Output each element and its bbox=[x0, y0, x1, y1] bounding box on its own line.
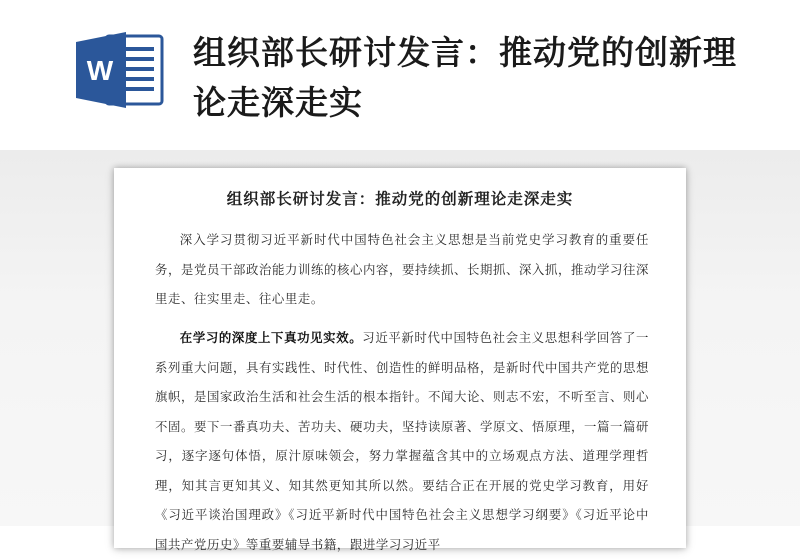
paragraph-1 bbox=[155, 225, 649, 314]
paragraph-2 bbox=[155, 323, 649, 559]
banner-title: 组织部长研讨发言：推动党的创新理论走深走实 bbox=[193, 33, 737, 122]
document-title: 组织部长研讨发言：推动党的创新理论走深走实 bbox=[226, 189, 574, 208]
document-page[interactable] bbox=[114, 168, 686, 552]
header bbox=[0, 0, 800, 150]
paragraph-1-text: 深入学习贯彻习近平新时代中国特色社会主义思想是当前党史学习教育的重要任务，是党员干部政治能力训练的核心内容，要持续抓、长期抓、深入抓，推动学习往深里走、往实里走、往心里走。 bbox=[155, 232, 649, 306]
paragraph-2-lead: 在学习的深度上下真功见实效。 bbox=[179, 330, 363, 345]
microsoft-word-icon bbox=[76, 32, 164, 108]
paragraph-2-text: 习近平新时代中国特色社会主义思想科学回答了一系列重大问题，具有实践性、时代性、创造性的鲜明品格，是新时代中国共产党的思想旗帜，是国家政治生活和社会生活的根本指针。不闻大论、则志不宏，不听至言、则心不固。要下一番真功夫、苦功夫、硬功夫，坚持读原著、学原文、悟原理，一篇一篇研习，逐字逐句体悟，原汁原味领会，努力掌握蕴含其中的立场观点方法、道理学理哲理，知其言更知其义、知其然更知其所以然。要结合正在开展的党史学习教育，用好《习近平谈治国理政》《习近平新时代中国特色社会主义思想学习纲要》《习近平论中国共产党历史》等重要辅导书籍，跟进学习习近平 bbox=[155, 330, 649, 552]
word-icon-letter: W bbox=[86, 55, 114, 86]
